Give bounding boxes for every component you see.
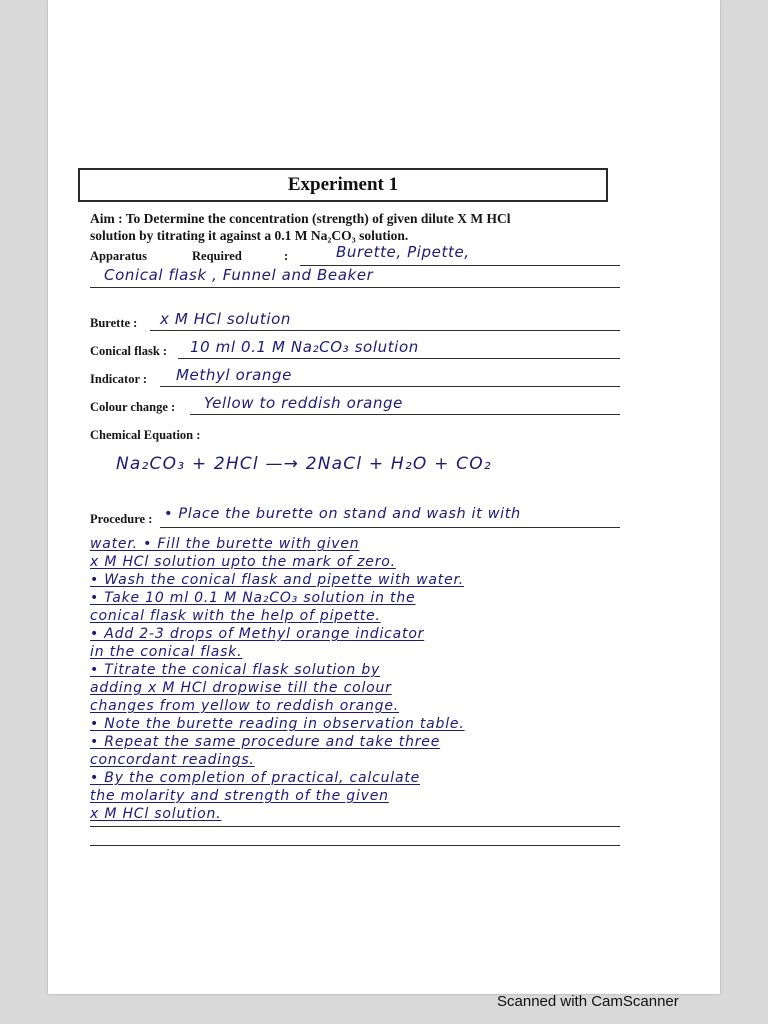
chemical-equation-label: Chemical Equation : <box>90 428 201 442</box>
procedure-line: water. • Fill the burette with given <box>90 536 360 552</box>
apparatus-label: Apparatus <box>90 249 147 263</box>
colour-change-label: Colour change : <box>90 400 176 414</box>
burette-label: Burette : <box>90 316 138 330</box>
procedure-line: conical flask with the help of pipette. <box>90 608 381 624</box>
procedure-line: • Add 2-3 drops of Methyl orange indicator <box>90 626 425 642</box>
indicator-label: Indicator : <box>90 372 148 386</box>
rule-line <box>160 527 620 528</box>
burette-value: x M HCl solution <box>160 310 292 328</box>
procedure-first-line: • Place the burette on stand and wash it with <box>164 506 521 522</box>
procedure-line: concordant readings. <box>90 752 255 768</box>
procedure-line: adding x M HCl dropwise till the colour <box>90 680 392 696</box>
apparatus-value-2: Conical flask , Funnel and Beaker <box>104 266 374 284</box>
procedure-line: the molarity and strength of the given <box>90 788 389 804</box>
rule-line <box>160 386 620 387</box>
apparatus-colon: : <box>284 249 289 263</box>
rule-line <box>90 287 620 288</box>
procedure-line: • Repeat the same procedure and take three <box>90 734 441 750</box>
aim-text <box>90 210 510 244</box>
procedure-line: • Wash the conical flask and pipette with water. <box>90 572 465 588</box>
rule-line <box>190 414 620 415</box>
colour-change-value: Yellow to reddish orange <box>204 394 404 412</box>
aim-line-2: solution by titrating it against a 0.1 M Na₂CO₃ solution. <box>90 228 409 243</box>
procedure-line: • Take 10 ml 0.1 M Na₂CO₃ solution in the <box>90 590 416 606</box>
apparatus-required-label: Required <box>192 249 242 263</box>
conical-flask-label: Conical flask : <box>90 344 168 358</box>
aim-line-1: Aim : To Determine the concentration (strength) of given dilute X M HCl <box>90 211 511 226</box>
experiment-title: Experiment 1 <box>287 174 399 195</box>
chemical-equation-value: Na₂CO₃ + 2HCl —→ 2NaCl + H₂O + CO₂ <box>116 454 492 474</box>
procedure-line: • Titrate the conical flask solution by <box>90 662 381 678</box>
procedure-line: • Note the burette reading in observation table. <box>90 716 465 732</box>
scanner-footer: Scanned with CamScanner <box>497 993 679 1010</box>
apparatus-value-1: Burette, Pipette, <box>336 243 470 261</box>
rule-line <box>178 358 620 359</box>
rule-line <box>150 330 620 331</box>
procedure-line: • By the completion of practical, calculate <box>90 770 421 786</box>
conical-flask-value: 10 ml 0.1 M Na₂CO₃ solution <box>190 338 419 356</box>
rule-line <box>90 845 620 846</box>
procedure-line: in the conical flask. <box>90 644 243 660</box>
experiment-title-box <box>78 168 608 202</box>
rule-line <box>90 826 620 827</box>
procedure-line: changes from yellow to reddish orange. <box>90 698 400 714</box>
procedure-label: Procedure : <box>90 512 153 526</box>
indicator-value: Methyl orange <box>176 366 292 384</box>
procedure-line: x M HCl solution. <box>90 806 222 822</box>
procedure-line: x M HCl solution upto the mark of zero. <box>90 554 396 570</box>
